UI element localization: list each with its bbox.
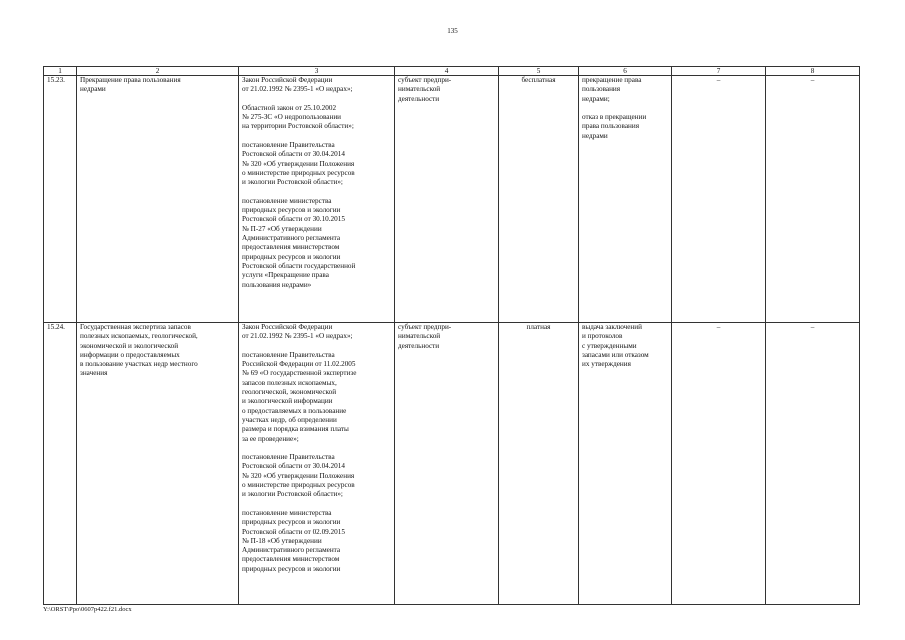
table-header-row <box>44 67 860 76</box>
service-recipient: субъект предпри- нимательской деятельности <box>395 323 499 605</box>
service-name: Государственная экспертиза запасов полезных ископаемых, геологической, экономической и экологической информации о предоставляемых в пользование участках недр местного значения <box>77 323 239 605</box>
legal-basis: Закон Российской Федерации от 21.02.1992 № 2395-1 «О недрах»; постановление Правительства Российской Федерации от 11.02.2005 № 69 «О государственной экспертизе запасов полезных ископаемых, геологической, экономической и экологической информации о предоставляемых в пользование участках недр, об определении размера и порядка взимания платы за ее проведение»; постановление Правительства Ростовской области от 30.04.2014 № 320 «Об утверждении Положения о министерстве природных ресурсов и экологии Ростовской области»; постановление министерства природных ресурсов и экологии Ростовской области от 02.09.2015 № П-18 «Об утверждении Административного регламента предоставления министерством природных ресурсов и экологии <box>239 323 395 605</box>
column-header-7: 7 <box>672 67 766 76</box>
service-recipient: субъект предпри- нимательской деятельности <box>395 76 499 323</box>
column-7-value: – <box>672 76 766 323</box>
file-path-footer: Y:\ORST\Ppo\0607p422.f21.docx <box>43 606 132 613</box>
column-header-2: 2 <box>77 67 239 76</box>
service-result: прекращение права пользования недрами; отказ в прекращении права пользования недрами <box>579 76 672 323</box>
column-7-value: – <box>672 323 766 605</box>
row-number: 15.24. <box>44 323 77 605</box>
service-name: Прекращение права пользования недрами <box>77 76 239 323</box>
column-header-3: 3 <box>239 67 395 76</box>
column-header-4: 4 <box>395 67 499 76</box>
legal-basis: Закон Российской Федерации от 21.02.1992 № 2395-1 «О недрах»; Областной закон от 25.10.2002 № 275-ЗС «О недропользовании на территории Ростовской области»; постановление Правительства Ростовской области от 30.04.2014 № 320 «Об утверждении Положения о министерстве природных ресурсов и экологии Ростовской области»; постановление министерства природных ресурсов и экологии Ростовской области от 30.10.2015 № П-27 «Об утверждении Административного регламента предоставления министерством природных ресурсов и экологии Ростовской области государственной услуги «Прекращение права пользования недрами» <box>239 76 395 323</box>
column-header-1: 1 <box>44 67 77 76</box>
service-fee: платная <box>499 323 579 605</box>
column-header-6: 6 <box>579 67 672 76</box>
services-table <box>43 66 860 605</box>
service-fee: бесплатная <box>499 76 579 323</box>
column-header-5: 5 <box>499 67 579 76</box>
row-number: 15.23. <box>44 76 77 323</box>
table-row <box>44 323 860 605</box>
table-row <box>44 76 860 323</box>
column-header-8: 8 <box>766 67 860 76</box>
column-8-value: – <box>766 76 860 323</box>
column-8-value: – <box>766 323 860 605</box>
service-result: выдача заключений и протоколов с утвержденными запасами или отказом их утверждения <box>579 323 672 605</box>
page-number: 135 <box>447 27 458 35</box>
